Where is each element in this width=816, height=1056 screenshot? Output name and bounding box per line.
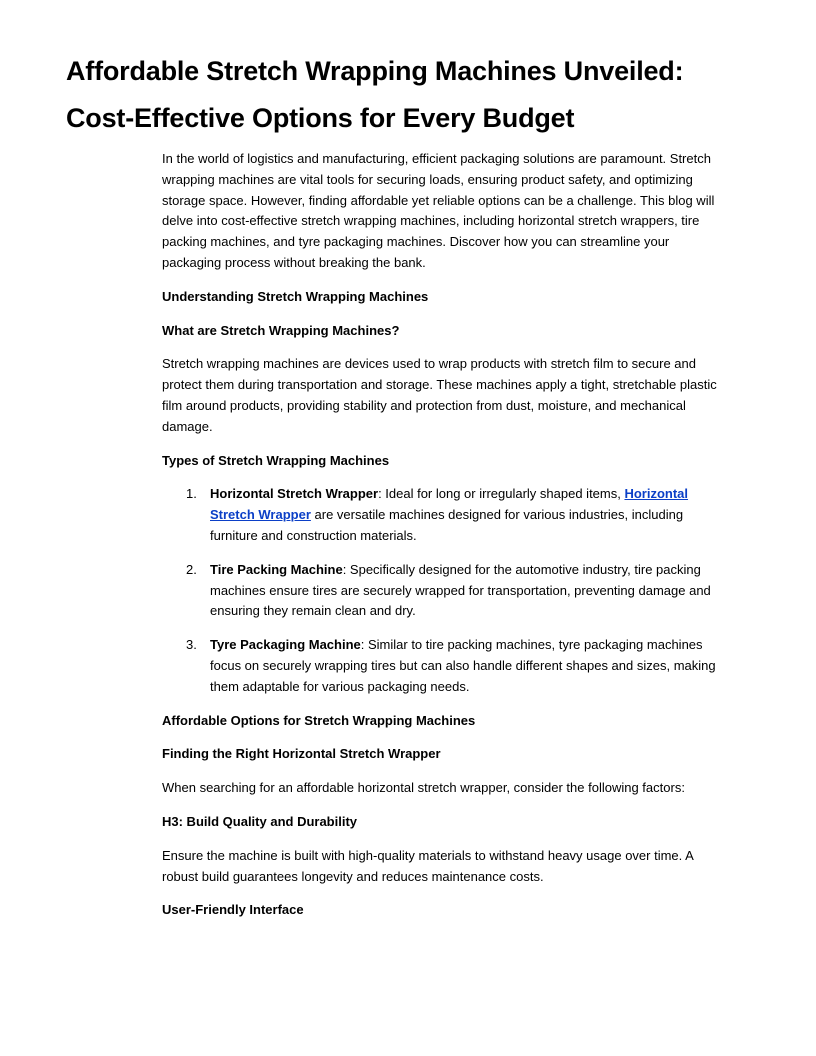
list-item-term: Tyre Packaging Machine <box>210 637 361 653</box>
page-title-line-2: Cost-Effective Options for Every Budget <box>66 103 575 133</box>
subheading-types: Types of Stretch Wrapping Machines <box>162 452 390 468</box>
subheading-build-quality: H3: Build Quality and Durability <box>162 813 358 829</box>
list-item <box>162 635 724 697</box>
article-body <box>162 149 724 934</box>
subheading-finding-right: Finding the Right Horizontal Stretch Wrapper <box>162 746 441 762</box>
paragraph-definition: Stretch wrapping machines are devices used to wrap products with stretch film to secure and protect them during transportation and storage. These machines apply a tight, stretchable plastic film around products, providing stability and protection from dust, moisture, and mechanical damage. <box>162 356 717 434</box>
list-item-text-continued: are versatile machines designed for various industries, including furniture and construction materials. <box>210 507 684 543</box>
section-heading-affordable-options: Affordable Options for Stretch Wrapping Machines <box>162 712 476 728</box>
subheading-user-friendly: User-Friendly Interface <box>162 902 304 918</box>
horizontal-stretch-wrapper-link[interactable]: Horizontal Stretch Wrapper <box>210 486 689 523</box>
subheading-what-are: What are Stretch Wrapping Machines? <box>162 322 400 338</box>
list-item-number: 1. <box>186 486 197 502</box>
paragraph-factors: When searching for an affordable horizontal stretch wrapper, consider the following factors: <box>162 780 685 796</box>
list-item <box>162 560 724 622</box>
list-item-text: : Ideal for long or irregularly shaped items, <box>378 486 625 502</box>
list-item-number: 2. <box>186 561 197 577</box>
section-heading-understanding: Understanding Stretch Wrapping Machines <box>162 288 429 304</box>
list-item-term: Tire Packing Machine <box>210 561 343 577</box>
types-list <box>162 484 724 697</box>
paragraph-build-quality: Ensure the machine is built with high-quality materials to withstand heavy usage over time. A robust build guarantees longevity and reduces maintenance costs. <box>162 847 694 884</box>
list-item <box>162 484 724 546</box>
list-item-text: : Specifically designed for the automotive industry, tire packing machines ensure tires are securely wrapped for transportation, preventing damage and ensuring they remain clean and dry. <box>210 561 711 619</box>
page-title-line-1: Affordable Stretch Wrapping Machines Unveiled: <box>66 56 684 86</box>
list-item-text: : Similar to tire packing machines, tyre packaging machines focus on securely wrapping tires but can also handle different shapes and sizes, making them adaptable for various packaging needs. <box>210 637 716 694</box>
intro-paragraph: In the world of logistics and manufacturing, efficient packaging solutions are paramount. Stretch wrapping machines are vital tools for securing loads, ensuring product safety, and optimizing storage space. However, finding affordable yet reliable options can be a challenge. This blog will delve into cost-effective stretch wrapping machines, including horizontal stretch wrappers, tire packing machines, and tyre packaging machines. Discover how you can streamline your packaging process without breaking the bank. <box>162 151 715 270</box>
page-title <box>66 48 766 142</box>
list-item-number: 3. <box>186 637 197 653</box>
list-item-term: Horizontal Stretch Wrapper <box>210 486 379 502</box>
